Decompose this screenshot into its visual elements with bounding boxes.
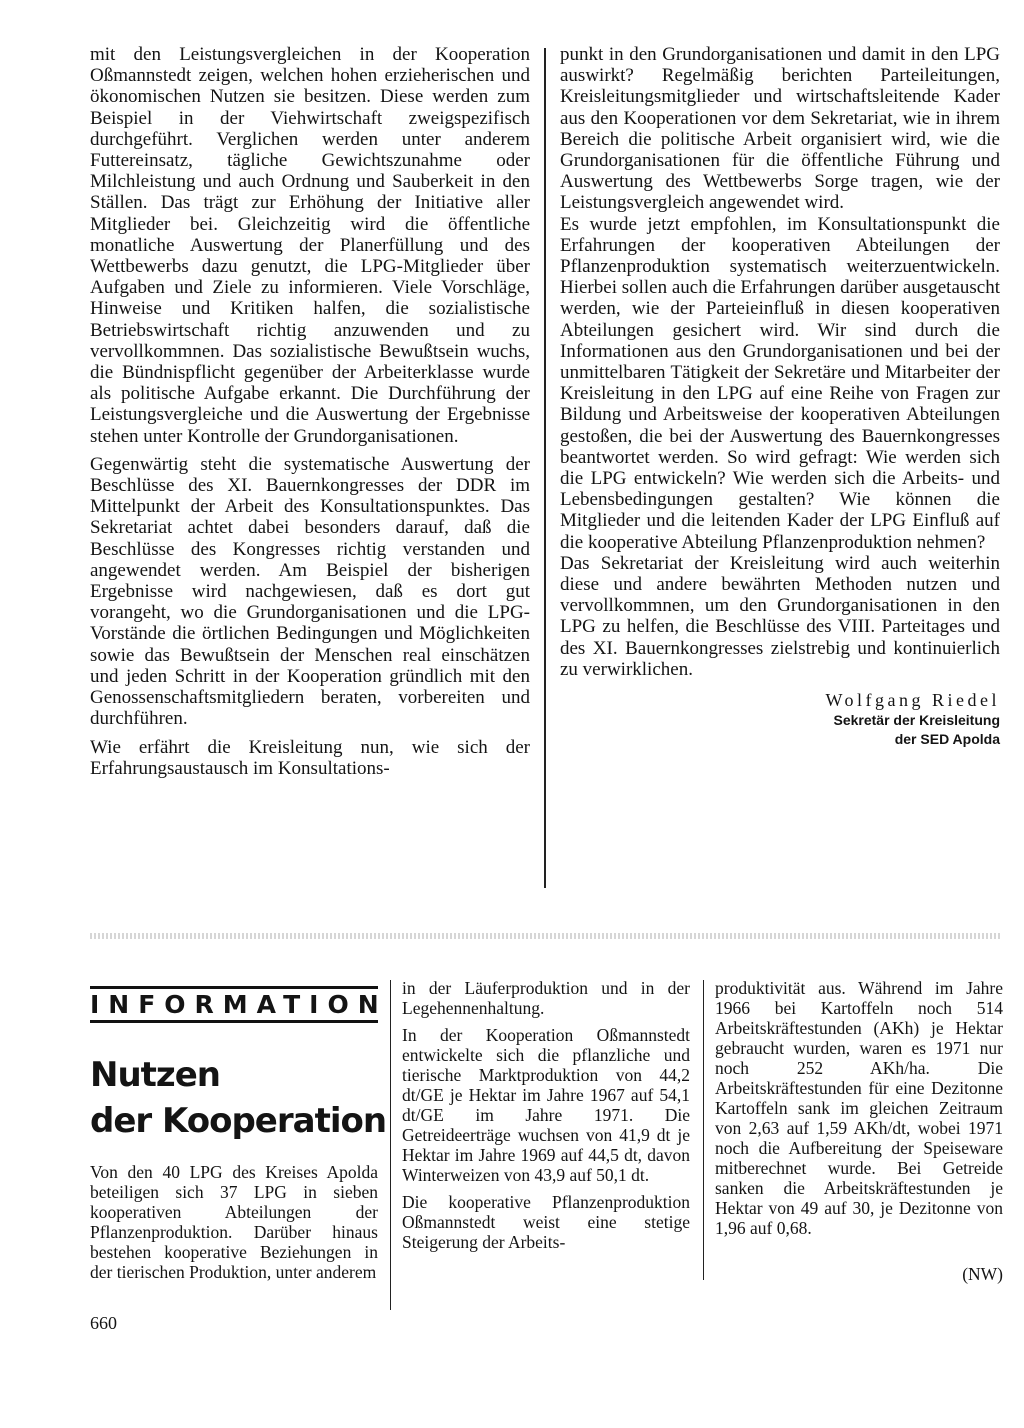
page-number: 660 bbox=[90, 1313, 117, 1333]
author-name: Wolfgang Riedel bbox=[825, 690, 1000, 711]
paragraph: Gegenwärtig steht die systematische Auswertung der Beschlüsse des XI. Bauernkongresses der DDR im Mittelpunkt der Arbeit des Konsultationspunktes. Das Sekretariat achtet dabei besonders darauf, daß die Beschlüsse des Kongresses richtig verstanden und angewendet werden. Am Beispiel der bisherigen Ergebnisse wird nachgewiesen, daß es dort gut vorangeht, wo die Grundorganisationen und die LPG-Vorstände die örtlichen Bedingungen und Möglichkeiten sowie das Bewußtsein der Menschen real einschätzen und jeden Schritt in der Kooperation gründlich mit den Genossenschaftsmitgliedern beraten, vorbereiten und durchführen. bbox=[90, 453, 530, 730]
info-column-1 bbox=[90, 1162, 378, 1282]
info-title-line-2: der Kooperation bbox=[90, 1101, 387, 1141]
paragraph: Wie erfährt die Kreisleitung nun, wie sich der Erfahrungsaustausch im Konsultations- bbox=[90, 736, 530, 779]
article-column-1 bbox=[90, 44, 530, 779]
info-title bbox=[90, 1052, 390, 1144]
section-separator bbox=[90, 933, 1000, 939]
author-position-line-1: Sekretär der Kreisleitung bbox=[833, 712, 1000, 729]
info-title-line-1: Nutzen bbox=[90, 1055, 220, 1095]
paragraph: Die kooperative Pflanzenproduktion Oßmannstedt weist eine stetige Steigerung der Arbeits- bbox=[402, 1192, 690, 1252]
information-label: INFORMATION bbox=[90, 986, 378, 1023]
column-divider bbox=[544, 48, 546, 888]
paragraph: in der Läuferproduktion und in der Legehennenhaltung. bbox=[402, 978, 690, 1018]
info-column-2 bbox=[402, 978, 690, 1252]
paragraph: mit den Leistungsvergleichen in der Kooperation Oßmannstedt zeigen, welchen hohen erzieherischen und ökonomischen Nutzen sie besitzen. Diese werden zum Beispiel in der Viehwirtschaft zweigspezifisch durchgeführt. Verglichen werden unter anderem Futtereinsatz, tägliche Gewichtszunahme oder Milchleistung und auch Ordnung und Sauberkeit in den Ställen. Das trägt zur Erhöhung der Initiative aller Mitglieder bei. Gleichzeitig wird die öffentliche monatliche Auswertung der Planerfüllung und des Wettbewerbs dazu genutzt, die LPG-Mitglieder über Aufgaben und Ziele zu informieren. Viele Vorschläge, Hinweise und Kritiken halfen, die sozialistische Betriebswirtschaft richtig anzuwenden und zu vervollkommnen. Das sozialistische Bewußtsein wuchs, die Bündnispflicht gegenüber der Arbeiterklasse wurde als politische Aufgabe erkannt. Die Durchführung der Leistungsvergleiche und die Auswertung der Ergebnisse stehen unter Kontrolle der Grundorganisationen. bbox=[90, 44, 530, 447]
paragraph: produktivität aus. Während im Jahre 1966 bei Kartoffeln noch 514 Arbeitskräftestunden (AKh) je Hektar gebraucht wurden, waren es 1971 nur noch 252 AKh/ha. Die Arbeitskräftestunden für eine Dezitonne Kartoffeln sank im gleichen Zeitraum von 2,63 auf 1,59 AKh/dt, wobei 1971 noch die Aufbereitung der Speiseware mitberechnet wurde. Bei Getreide sanken die Arbeitskräftestunden je Hektar von 49 auf 30, je Dezitonne von 1,96 auf 0,68. bbox=[715, 978, 1003, 1238]
paragraph: punkt in den Grundorganisationen und damit in den LPG auswirkt? Regelmäßig berichten Parteileitungen, Kreisleitungsmitglieder und wirtschaftsleitende Kader aus den Kooperationen vor dem Sekretariat, wie in ihrem Bereich die politische Arbeit organisiert wird, wie die Grundorganisationen für die öffentliche Führung und Auswertung des Wettbewerbs Sorge tragen, wie der Leistungsvergleich angewendet wird. bbox=[560, 44, 1000, 214]
author-position-line-2: der SED Apolda bbox=[894, 731, 1000, 748]
article-column-2 bbox=[560, 44, 1000, 749]
paragraph: Von den 40 LPG des Kreises Apolda beteiligen sich 37 LPG in sieben kooperativen Abteilungen der Pflanzenproduktion. Darüber hinaus bestehen kooperative Beziehungen in der tierischen Produktion, unter anderem bbox=[90, 1162, 378, 1282]
column-divider bbox=[390, 980, 391, 1310]
column-divider bbox=[703, 980, 704, 1280]
paragraph: Das Sekretariat der Kreisleitung wird auch weiterhin diese und andere bewährten Methoden nutzen und vervollkommnen, um den Grundorganisationen in den LPG zu helfen, die Beschlüsse des VIII. Parteitages und des XI. Bauernkongresses zielstrebig und kontinuierlich zu verwirklichen. bbox=[560, 552, 1000, 680]
source-tag: (NW) bbox=[962, 1264, 1003, 1284]
info-column-3 bbox=[715, 978, 1003, 1284]
paragraph: Es wurde jetzt empfohlen, im Konsultationspunkt die Erfahrungen der kooperativen Abteilungen der Pflanzenproduktion systematisch weiterzuentwickeln. Hierbei sollen auch die Erfahrungen darüber ausgetauscht werden, wie der Parteieinfluß in diesen kooperativen Abteilungen gesichert wird. Wir sind durch die Informationen aus den Grundorganisationen und bei der unmittelbaren Tätigkeit der Sekretäre und Mitarbeiter der Kreisleitung in den LPG auf eine Reihe von Fragen zur Bildung und Arbeitsweise der kooperativen Abteilungen gestoßen, die bei der Auswertung des Bauernkongresses beantwortet werden. So wird gefragt: Wie werden sich die LPG entwickeln? Wie werden sich die Arbeits- und Lebensbedingungen gestalten? Wie können die Mitglieder und die leitenden Kader der LPG Einfluß auf die kooperative Abteilung Pflanzenproduktion nehmen? bbox=[560, 213, 1000, 553]
paragraph: In der Kooperation Oßmannstedt entwickelte sich die pflanzliche und tierische Marktproduktion von 44,2 dt/GE je Hektar im Jahre 1967 auf 54,1 dt/GE im Jahre 1971. Die Getreideerträge wuchsen von 41,9 dt je Hektar im Jahre 1969 auf 44,5 dt, davon Winterweizen von 43,9 auf 50,1 dt. bbox=[402, 1025, 690, 1185]
